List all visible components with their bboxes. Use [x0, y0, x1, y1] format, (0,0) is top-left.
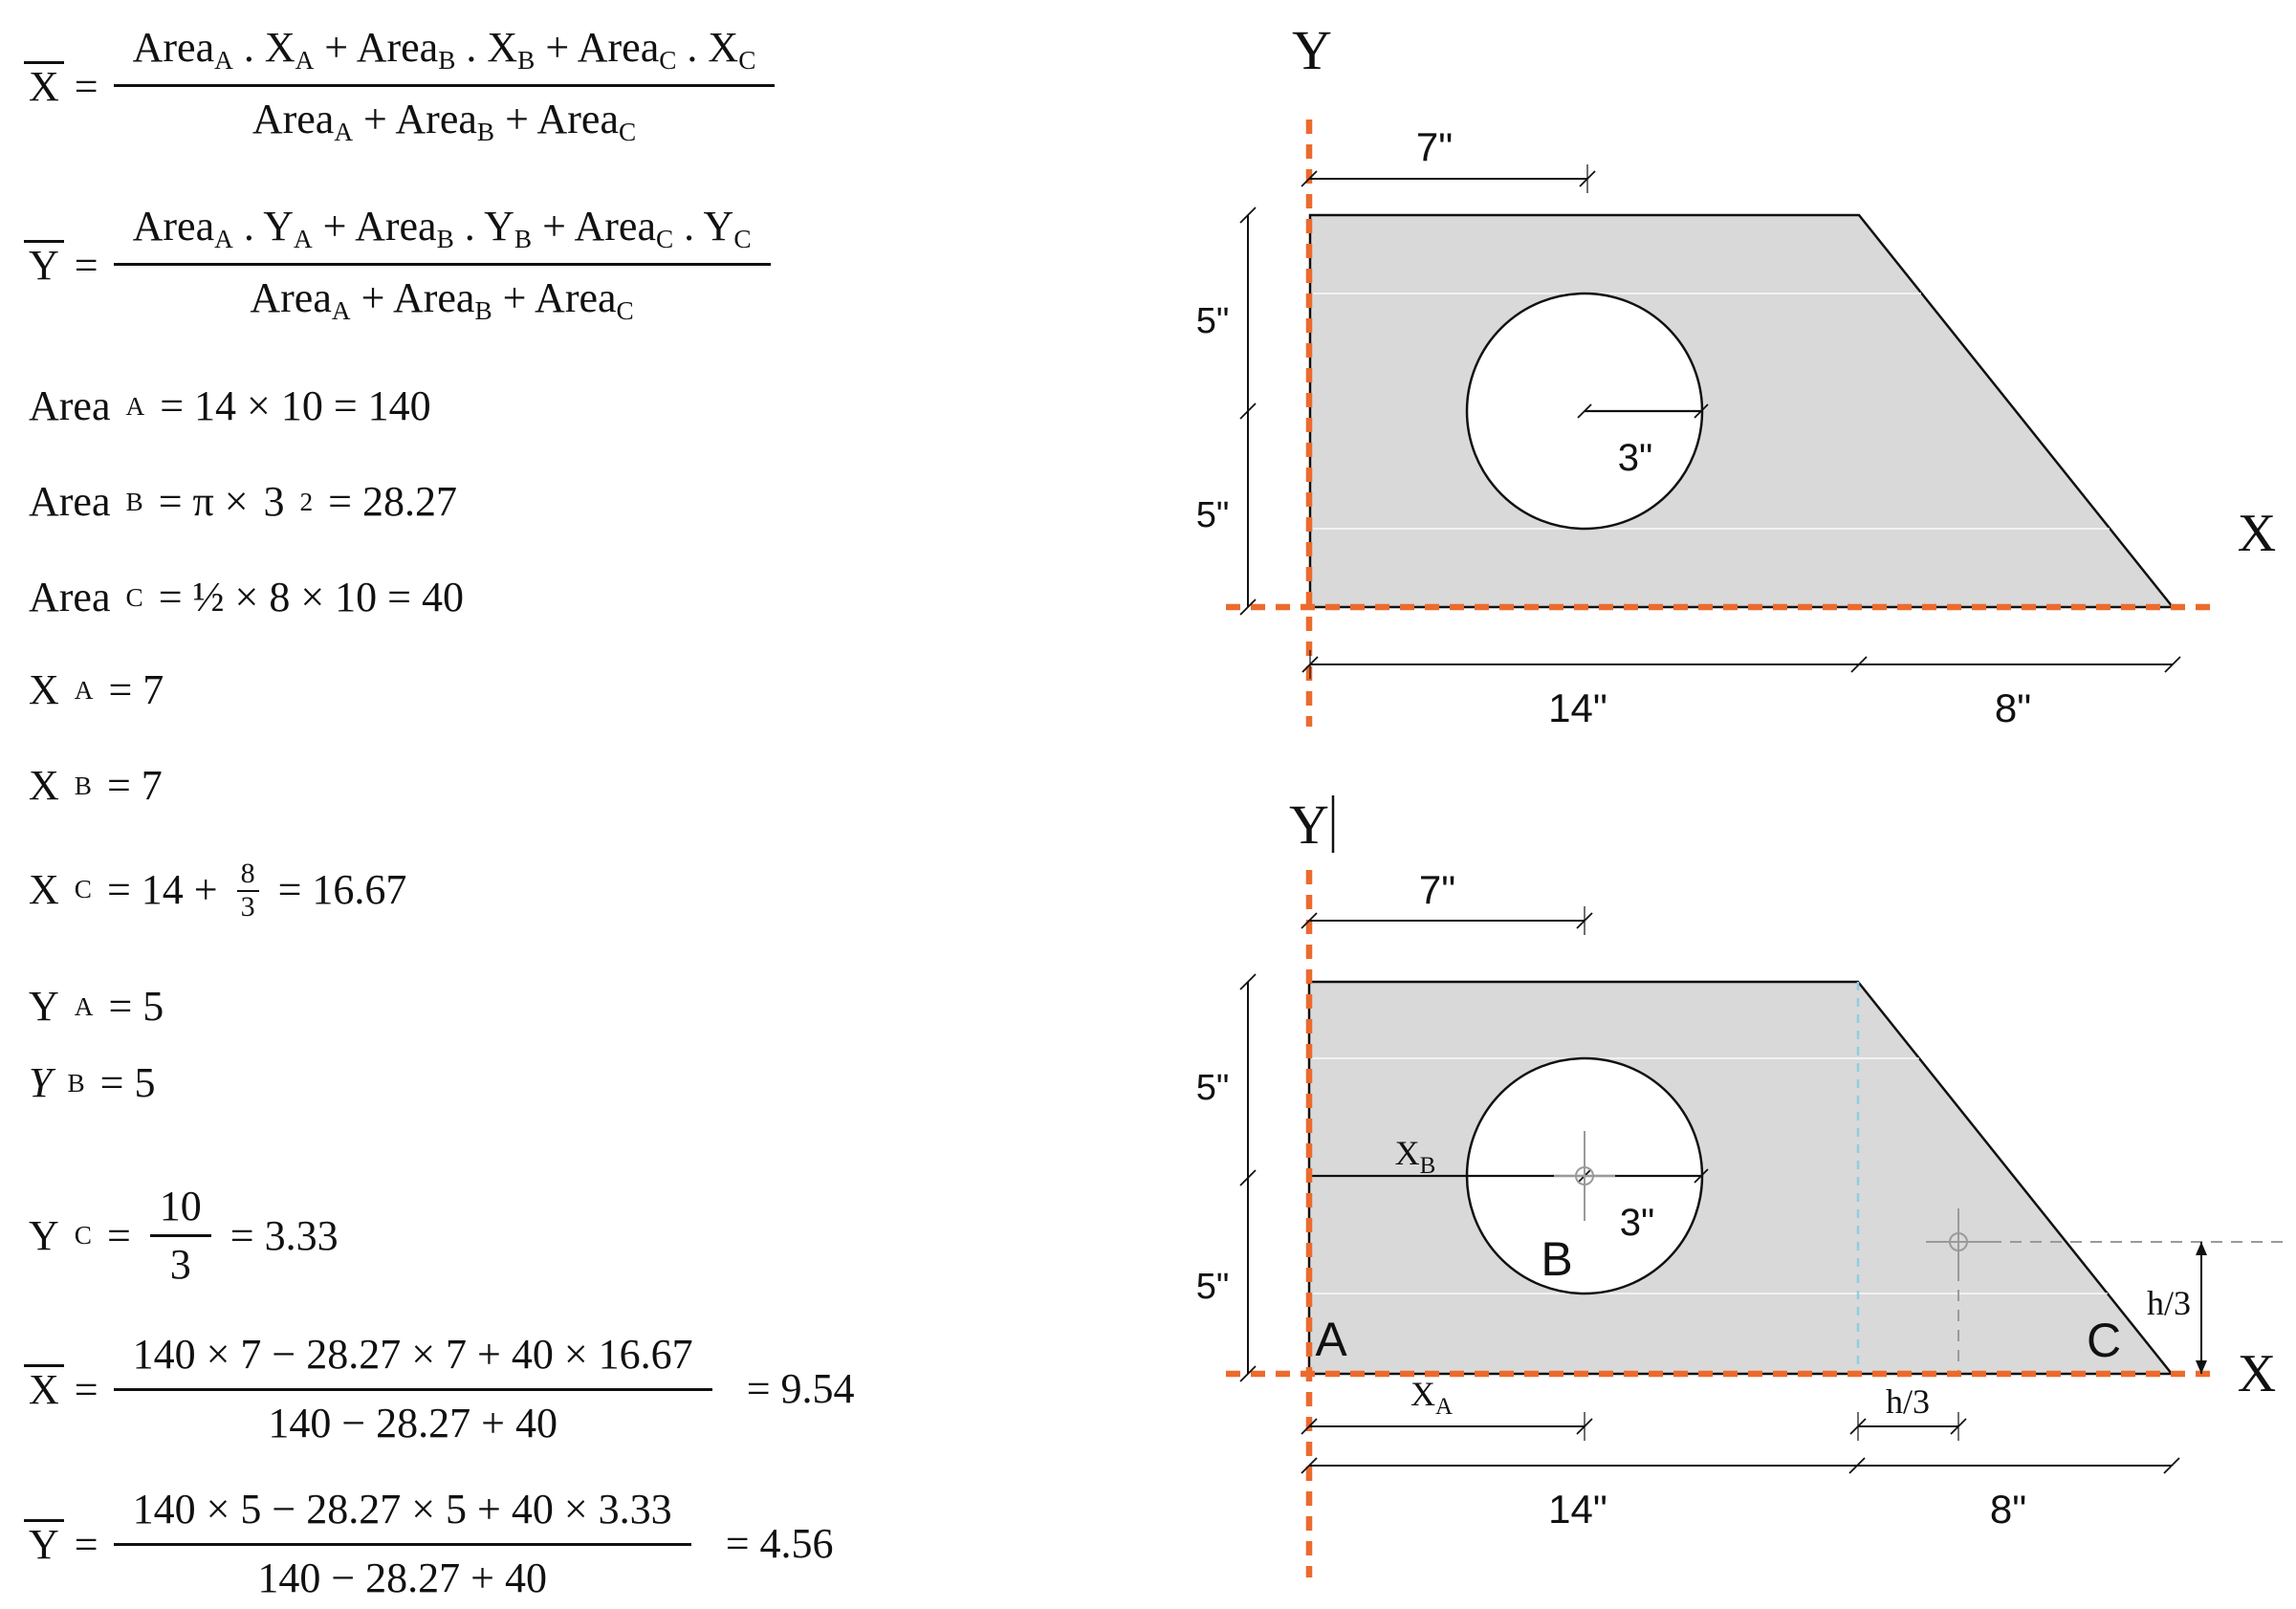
dim-label-5in-upper: 5" [1195, 1068, 1230, 1108]
dim-arrow-up [2196, 1242, 2207, 1255]
formula-xb: X B = 7 [29, 762, 163, 809]
formula-yc: Y C = $\frac{10}{3}$ = 3.33 [29, 1183, 339, 1289]
formula-lhs: X = [24, 61, 98, 112]
trapezoid-shape [1309, 982, 2172, 1374]
dim-label-3in: 3" [1617, 437, 1653, 479]
fraction-numerator: Area$_A$ . $X_A$ + Area$_B$ . $X_B$ + Area$_C$ . $X_C$ [114, 24, 776, 87]
dim-label-8in: 8" [1994, 685, 2032, 730]
formula-area-a: Area A = 14 × 10 = 140 [29, 382, 431, 429]
region-label-a: A [1315, 1313, 1347, 1366]
formula-area-b: Area B = π × 3 2 = 28.27 [29, 478, 457, 525]
dim-label-5in-lower: 5" [1195, 495, 1230, 535]
y-axis-label: Y [1289, 794, 1329, 856]
formula-result: = 4.56 [725, 1519, 834, 1567]
dim-label-5in-lower: 5" [1195, 1267, 1230, 1307]
region-label-c: C [2086, 1314, 2122, 1367]
formula-result: = 9.54 [746, 1364, 855, 1412]
xb-label: $X_B$ [1394, 1134, 1436, 1179]
formula-xa: X A = 7 [29, 666, 164, 713]
fraction-denominator: Area$_A$ + Area$_B$ + Area$_C$ [251, 96, 637, 147]
fraction-denominator: 140 − 28.27 + 40 [257, 1554, 547, 1601]
dim-label-14in: 14" [1548, 1487, 1607, 1532]
dim-label-14in: 14" [1548, 685, 1607, 730]
dim-label-5in-upper: 5" [1195, 301, 1230, 341]
h3-label-vertical: h/3 [2146, 1284, 2192, 1322]
fraction-numerator: 140 × 7 − 28.27 × 7 + 40 × 16.67 [114, 1331, 712, 1391]
dim-label-3in: 3" [1619, 1202, 1655, 1244]
formula-lhs: Y = [24, 1519, 98, 1570]
formula-area-c: Area C = ½ × 8 × 10 = 40 [29, 574, 464, 620]
formula-lhs: X = [24, 1364, 98, 1415]
xa-label: $X_A$ [1410, 1375, 1454, 1420]
formula-ya: Y A = 5 [29, 983, 164, 1030]
formula-yb: Y B = 5 [29, 1059, 156, 1106]
dim-label-8in: 8" [1989, 1487, 2027, 1532]
dim-label-7in: 7" [1415, 124, 1454, 169]
fraction-denominator: Area$_A$ + Area$_B$ + Area$_C$ [250, 274, 634, 326]
fraction-numerator: Area$_A$ . $Y_A$ + Area$_B$ . $Y_B$ + Area$_C$ . $Y_C$ [114, 203, 771, 266]
dim-label-7in: 7" [1418, 867, 1456, 912]
h3-label-horizontal: h/3 [1885, 1382, 1931, 1421]
x-axis-label: X [2237, 1344, 2277, 1403]
formula-lhs: Y = [24, 240, 98, 291]
x-axis-label: X [2237, 504, 2277, 563]
bottom-diagram [1196, 794, 2290, 1577]
trapezoid-shape [1310, 215, 2173, 607]
fraction-denominator: 140 − 28.27 + 40 [268, 1399, 558, 1446]
top-diagram [1196, 19, 2277, 730]
fraction-numerator: 140 × 5 − 28.27 × 5 + 40 × 3.33 [114, 1486, 691, 1546]
formula-xc: X C = 14 + $\frac{8}{3}$ = 16.67 [29, 858, 407, 923]
region-label-b: B [1541, 1232, 1573, 1286]
y-axis-label: Y [1292, 19, 1332, 81]
